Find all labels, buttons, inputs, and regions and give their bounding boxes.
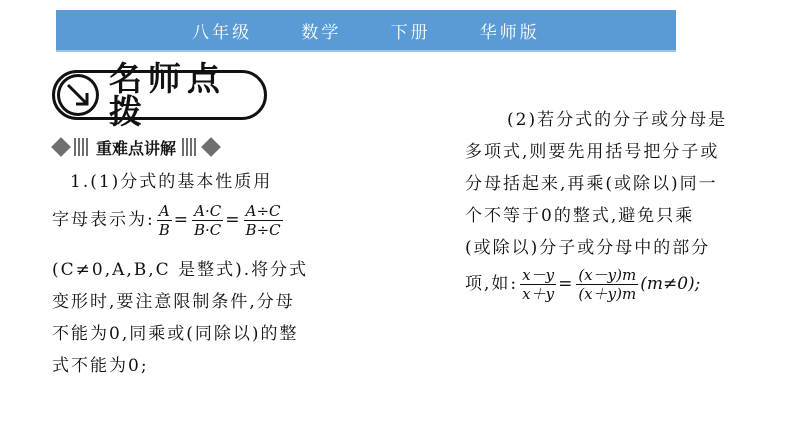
right-column [465, 98, 765, 318]
left-line-6: 式不能为0; [52, 356, 149, 376]
equals-sign: = [558, 274, 575, 294]
diamond-icon [51, 137, 71, 157]
fraction-numerator: x－y [522, 266, 555, 284]
fraction-denominator: B÷C [245, 221, 281, 239]
right-line-4: 个不等于0的整式,避免只乘 [465, 206, 695, 226]
right-line-3: 分母括起来,再乘(或除以)同一 [465, 174, 718, 194]
fraction-multiply [192, 202, 223, 239]
left-line-2 [52, 200, 285, 240]
stripes-decoration [182, 138, 198, 156]
right-line-5: (或除以)分子或分母中的部分 [465, 238, 711, 258]
tag-label: 重难点讲解 [96, 138, 177, 158]
left-line-5: 不能为0,同乘或(同除以)的整 [52, 324, 299, 344]
fraction-a-over-b [157, 202, 172, 239]
banner-title: 八年级 数学 下册 华师版 [192, 22, 540, 43]
fraction-denominator: B·C [194, 221, 222, 239]
right-line-2: 多项式,则要先用括号把分子或 [465, 142, 720, 162]
fraction-denominator: B [158, 221, 170, 239]
fraction-divide [244, 202, 283, 239]
fraction-numerator: A [157, 202, 172, 221]
fraction-denominator: x＋y [522, 285, 555, 303]
fraction-numerator: A·C [192, 202, 223, 221]
left-line-2-prefix: 字母表示为: [52, 210, 155, 230]
section-title: 名师点拨 [108, 59, 226, 131]
fraction-with-m [576, 266, 638, 303]
section-header [52, 59, 267, 131]
equals-sign: = [225, 210, 242, 230]
key-points-tag [48, 134, 224, 160]
equals-sign: = [173, 210, 191, 230]
arrow-icon [57, 74, 99, 116]
right-line-6 [465, 264, 700, 304]
stripes-decoration [74, 138, 90, 156]
fraction-numerator: A÷C [244, 202, 283, 221]
fraction-numerator: (x－y)m [578, 266, 637, 284]
left-line-4: 变形时,要注意限制条件,分母 [52, 292, 295, 312]
diamond-icon [201, 137, 221, 157]
header-banner [56, 10, 676, 52]
fraction-x-minus-y [520, 266, 556, 303]
fraction-denominator: (x＋y)m [578, 285, 637, 303]
right-line-6-prefix: 项,如: [465, 274, 519, 294]
left-line-1: 1.(1)分式的基本性质用 [70, 172, 273, 192]
right-line-6-suffix: (m≠0); [640, 274, 701, 294]
left-line-3: (C≠0,A,B,C 是整式).将分式 [52, 260, 309, 280]
right-line-1: (2)若分式的分子或分母是 [507, 110, 728, 130]
